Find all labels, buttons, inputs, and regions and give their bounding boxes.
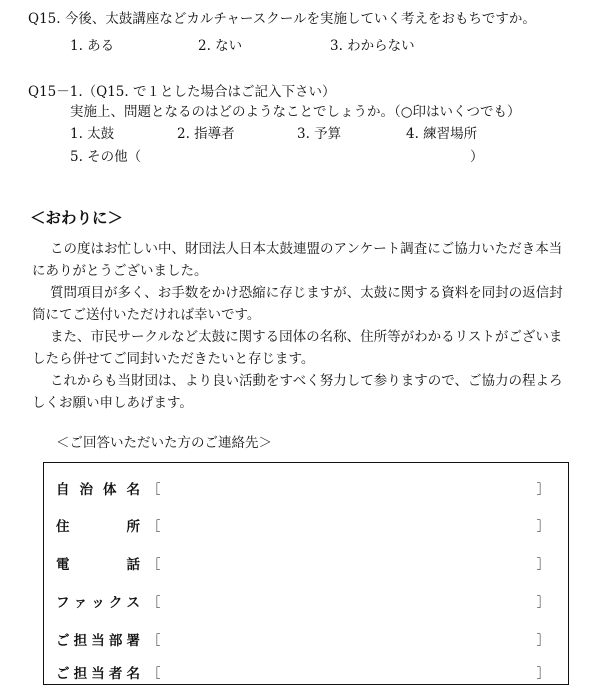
q15-options bbox=[70, 40, 550, 56]
contact-row-department[interactable] bbox=[44, 629, 568, 647]
char: 治 bbox=[79, 482, 93, 498]
closing-paragraph-4-text: これからも当財団は、より良い活動をすべく努力して参りますので、ご協力の程よろしくお願い申しあげます。 bbox=[32, 373, 563, 411]
char: 体 bbox=[103, 482, 117, 498]
closing-paragraph-3 bbox=[32, 326, 572, 370]
field-label-municipality bbox=[56, 478, 140, 498]
closing-paragraph-4 bbox=[32, 370, 572, 414]
char: 署 bbox=[126, 633, 140, 649]
char: 当 bbox=[91, 666, 105, 682]
q15-1-option-5[interactable]: 5. その他（ bbox=[70, 149, 142, 165]
char: ご bbox=[56, 633, 70, 649]
q15-1-header: Q15－1.（Q15. で１とした場合はご記入下さい） bbox=[28, 84, 336, 100]
field-label-department bbox=[56, 629, 140, 649]
open-bracket: ［ bbox=[147, 666, 161, 682]
char: 名 bbox=[126, 482, 140, 498]
contact-row-fax[interactable] bbox=[44, 591, 568, 609]
contact-row-address[interactable] bbox=[44, 515, 568, 533]
q15-1-option-4[interactable]: 4. 練習場所 bbox=[406, 126, 478, 142]
char: ご bbox=[56, 666, 70, 682]
closing-paragraph-1-text: この度はお忙しい中、財団法人日本太鼓連盟のアンケート調査にご協力いただき本当にありがとうございました。 bbox=[32, 241, 563, 279]
q15-1-option-1[interactable]: 1. 太鼓 bbox=[70, 126, 115, 142]
closing-paragraph-2-text: 質問項目が多く、お手数をかけ恐縮に存じますが、太鼓に関する資料を同封の返信封筒にてご送付いただければ幸いです。 bbox=[32, 285, 563, 323]
close-bracket: ］ bbox=[536, 519, 550, 535]
char: 住 bbox=[56, 519, 70, 535]
contact-row-person[interactable] bbox=[44, 662, 568, 680]
char: 自 bbox=[56, 482, 70, 498]
char: ァ bbox=[73, 595, 88, 611]
open-bracket: ［ bbox=[147, 482, 161, 498]
char: 所 bbox=[126, 519, 140, 535]
contact-field-labels bbox=[0, 0, 1, 1]
q15-1-question: 実施上、問題となるのはどのようなことでしょうか。（○印はいくつでも） bbox=[70, 104, 521, 120]
field-label-address bbox=[56, 515, 140, 535]
closing-paragraph-2 bbox=[32, 282, 572, 326]
close-bracket: ］ bbox=[536, 482, 550, 498]
q15-1-other-close: ） bbox=[470, 149, 484, 165]
q15-1-options bbox=[70, 128, 550, 144]
q15-option-2[interactable]: 2. ない bbox=[198, 38, 243, 54]
char: 電 bbox=[56, 557, 70, 573]
char: 名 bbox=[126, 666, 140, 682]
q15-1-other-row bbox=[70, 151, 550, 167]
char: ッ bbox=[91, 595, 105, 611]
contact-row-phone[interactable] bbox=[44, 553, 568, 571]
close-bracket: ］ bbox=[536, 633, 550, 649]
open-bracket: ［ bbox=[147, 519, 161, 535]
field-label-fax bbox=[56, 591, 140, 611]
char: 者 bbox=[108, 666, 123, 682]
char: 当 bbox=[91, 633, 105, 649]
char: 担 bbox=[73, 666, 88, 682]
field-label-phone bbox=[56, 553, 140, 573]
q15-option-3[interactable]: 3. わからない bbox=[330, 38, 415, 54]
char: フ bbox=[56, 595, 70, 611]
close-bracket: ］ bbox=[536, 595, 550, 611]
closing-paragraph-1 bbox=[32, 238, 572, 282]
q15-1-option-2[interactable]: 2. 指導者 bbox=[177, 126, 235, 142]
open-bracket: ［ bbox=[147, 633, 161, 649]
char: 部 bbox=[108, 633, 123, 649]
q15-1-option-3[interactable]: 3. 予算 bbox=[297, 126, 342, 142]
field-label-person bbox=[56, 662, 140, 682]
char: 担 bbox=[73, 633, 88, 649]
open-bracket: ［ bbox=[147, 595, 161, 611]
contact-form bbox=[43, 462, 569, 685]
char: ク bbox=[108, 595, 123, 611]
closing-paragraph-3-text: また、市民サークルなど太鼓に関する団体の名称、住所等がわかるリストがございましたら併せてご同封いただきたいと存じます。 bbox=[32, 329, 563, 367]
open-bracket: ［ bbox=[147, 557, 161, 573]
contact-row-municipality[interactable] bbox=[44, 478, 568, 496]
char: ス bbox=[126, 595, 140, 611]
q15-option-1[interactable]: 1. ある bbox=[70, 38, 115, 54]
contact-title: ＜ご回答いただいた方のご連絡先＞ bbox=[56, 435, 272, 451]
close-bracket: ］ bbox=[536, 666, 550, 682]
closing-heading: ＜おわりに＞ bbox=[30, 209, 124, 227]
char: 話 bbox=[126, 557, 140, 573]
q15-question: Q15. 今後、太鼓講座などカルチャースクールを実施していく考えをおもちですか。 bbox=[28, 11, 536, 27]
close-bracket: ］ bbox=[536, 557, 550, 573]
